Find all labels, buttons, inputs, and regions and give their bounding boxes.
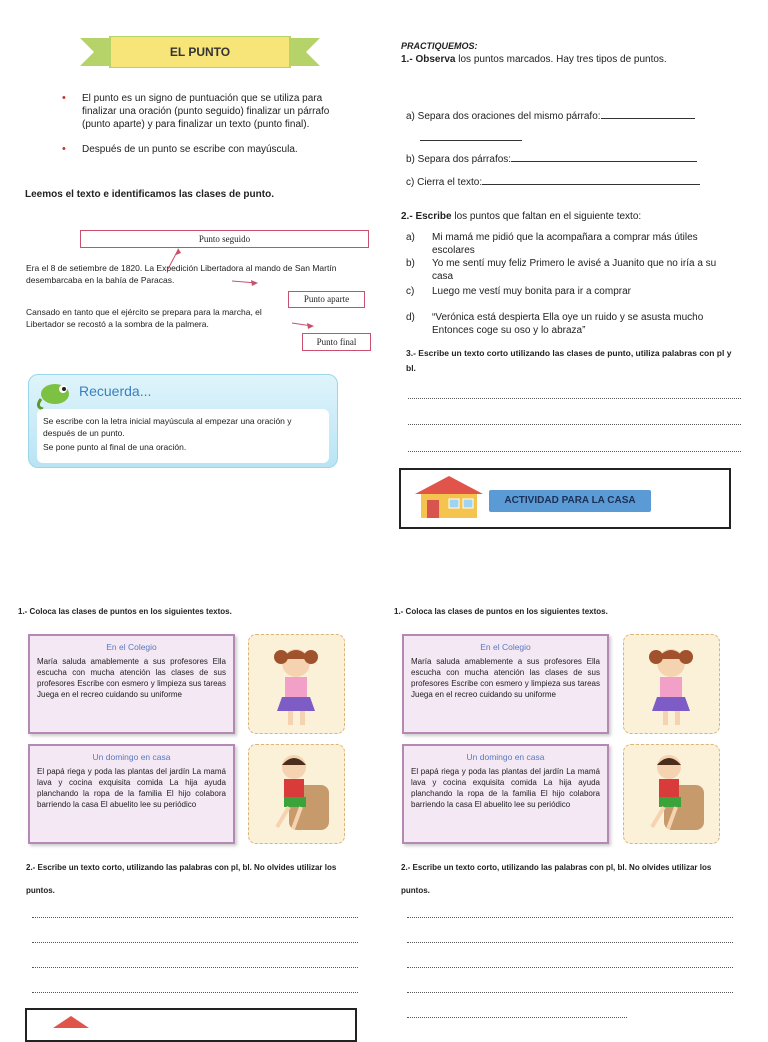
girl-icon	[624, 635, 719, 733]
card-text: María saluda amablemente a sus profesores Ella escucha con mucha atención las clases de sus profesores Escribe con esmero y limpieza sus tareas Juega en el recreo cuidando su uniforme	[37, 657, 226, 699]
writing-line[interactable]	[408, 451, 741, 452]
card-title: Un domingo en casa	[466, 752, 545, 762]
page-title: EL PUNTO	[169, 45, 231, 59]
writing-line[interactable]	[408, 424, 741, 425]
story-card-colegio	[28, 634, 235, 734]
label-punto-final: Punto final	[302, 333, 371, 351]
question-1b: b) Separa dos párrafos:	[406, 153, 697, 166]
arrow-seguido-icon	[168, 250, 178, 269]
writing-line[interactable]	[407, 1017, 627, 1018]
practiquemos-heading: PRACTIQUEMOS:	[401, 41, 478, 51]
writing-line[interactable]	[407, 917, 733, 918]
question-1c: c) Cierra el texto:	[406, 176, 700, 189]
question-1a: a) Separa dos oraciones del mismo párrafo:	[406, 110, 695, 123]
list-item: b) Yo me sentí muy feliz Primero le avisé a Juanito que no iría a su casa	[406, 258, 717, 282]
list-item: d) “Verónica está despierta Ella oye un ruido y se asusta mucho Entonces coge su oso y lo abraza”	[406, 312, 704, 336]
girl-icon	[249, 635, 344, 733]
instruction-1: 1.- Coloca las clases de puntos en los siguientes textos.	[18, 607, 232, 616]
girl-illustration	[623, 634, 720, 734]
instruction-2b: puntos.	[26, 886, 55, 895]
arrowhead-icon	[307, 323, 314, 329]
recuerda-text-panel	[37, 409, 329, 463]
recuerda-line-2: Se pone punto al final de una oración.	[43, 442, 187, 452]
house-icon	[409, 474, 489, 520]
recuerda-line-1: Se escribe con la letra inicial mayúscula al empezar una oración y después de un punto.	[43, 416, 292, 438]
activity-label: ACTIVIDAD PARA LA CASA	[489, 490, 651, 512]
story-card-colegio-copy	[402, 634, 609, 734]
section-heading: Leemos el texto e identificamos las clases de punto.	[25, 189, 274, 200]
writing-line[interactable]	[407, 992, 733, 993]
definition-item: • Después de un punto se escribe con mayúscula.	[62, 143, 352, 156]
label-punto-aparte: Punto aparte	[288, 291, 365, 308]
activity-box	[399, 468, 731, 529]
writing-line[interactable]	[32, 992, 358, 993]
question-2-list	[406, 231, 736, 337]
card-text: El papá riega y poda las plantas del jardín La mamá lava y cocina exquisita comida La hija ayuda planchando la ropa de la familia El hijo colabora barriendo la casa El abuelito lee su periódico	[37, 767, 226, 809]
recuerda-box	[28, 374, 338, 468]
instruction-2-copy: 2.- Escribe un texto corto, utilizando las palabras con pl, bl. No olvides utilizar los	[401, 863, 712, 872]
label-punto-seguido: Punto seguido	[80, 230, 369, 248]
house-roof-icon	[51, 1014, 91, 1028]
answer-line[interactable]	[420, 140, 522, 141]
instruction-2b-copy: puntos.	[401, 886, 430, 895]
story-card-domingo	[28, 744, 235, 844]
writing-line[interactable]	[32, 917, 358, 918]
boy-illustration	[623, 744, 720, 844]
writing-line[interactable]	[407, 967, 733, 968]
chameleon-icon	[35, 377, 75, 411]
activity-box-bottom	[25, 1008, 357, 1042]
arrow-icons	[0, 0, 380, 360]
boy-icon	[624, 745, 719, 843]
question-3: 3.- Escribe un texto corto utilizando las clases de punto, utiliza palabras con pl y bl.	[406, 348, 732, 373]
question-2: 2.- Escribe los puntos que faltan en el siguiente texto:	[401, 211, 642, 222]
definition-item: • El punto es un signo de puntuación que se utiliza para finalizar una oración (punto seguido) finalizar un párrafo (punto aparte) y para finalizar un texto (punto final).	[62, 92, 352, 131]
paragraph-2: Cansado en tanto que el ejército se prepara para la marcha, el Libertador se recostó a la sombra de la palmera.	[26, 307, 262, 329]
story-card-domingo-copy	[402, 744, 609, 844]
card-text: María saluda amablemente a sus profesores Ella escucha con mucha atención las clases de sus profesores Escribe con esmero y limpieza sus tareas Juega en el recreo cuidando su uniforme	[411, 657, 600, 699]
instruction-2: 2.- Escribe un texto corto, utilizando las palabras con pl, bl. No olvides utilizar los	[26, 863, 337, 872]
girl-illustration	[248, 634, 345, 734]
arrowhead-icon	[251, 280, 258, 286]
recuerda-title: Recuerda...	[79, 383, 152, 399]
writing-line[interactable]	[407, 942, 733, 943]
boy-icon	[249, 745, 344, 843]
card-text: El papá riega y poda las plantas del jardín La mamá lava y cocina exquisita comida La hija ayuda planchando la ropa de la familia El hijo colabora barriendo la casa El abuelito lee su periódico	[411, 767, 600, 809]
writing-line[interactable]	[32, 942, 358, 943]
writing-line[interactable]	[32, 967, 358, 968]
paragraph-1: Era el 8 de setiembre de 1820. La Expedición Libertadora al mando de San Martín desembarcaba en la bahía de Paracas.	[26, 263, 337, 285]
list-item: a) Mi mamá me pidió que la acompañara a comprar más útiles escolares	[406, 232, 698, 256]
card-title: En el Colegio	[106, 642, 157, 652]
answer-line[interactable]	[601, 118, 695, 119]
answer-line[interactable]	[482, 184, 700, 185]
card-title: Un domingo en casa	[92, 752, 171, 762]
question-1: 1.- Observa los puntos marcados. Hay tres tipos de puntos.	[401, 54, 667, 65]
instruction-1-copy: 1.- Coloca las clases de puntos en los siguientes textos.	[394, 607, 608, 616]
boy-illustration	[248, 744, 345, 844]
writing-line[interactable]	[408, 398, 741, 399]
card-title: En el Colegio	[480, 642, 531, 652]
answer-line[interactable]	[511, 161, 697, 162]
list-item: c) Luego me vestí muy bonita para ir a comprar	[406, 286, 631, 297]
